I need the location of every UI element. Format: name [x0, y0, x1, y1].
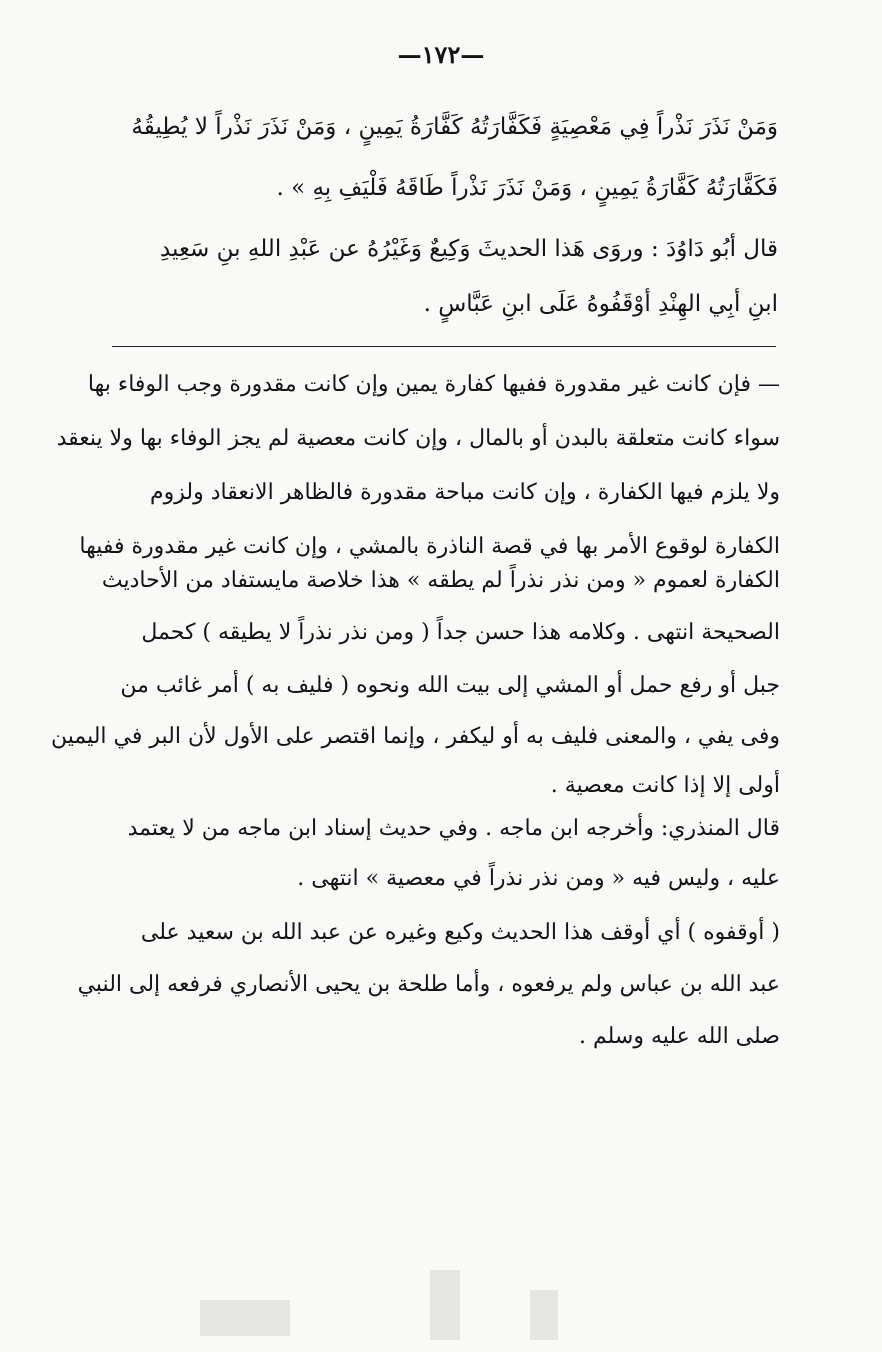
scan-smudge: [530, 1290, 558, 1340]
hadith-line-3: قال أبُو دَاوُدَ : وروَى هَذا الحديثَ وَكِيعٌ وَغَيْرُهُ عن عَبْدِ اللهِ بنِ سَعِيدِ: [159, 236, 778, 262]
hadith-line-2: فَكَفَّارَتُهُ كَفَّارَةُ يَمِينٍ ، وَمَنْ نَذَرَ نَذْراً طَاقَهُ فَلْيَفِ بِهِ » .: [276, 175, 778, 201]
commentary-line-7: جبل أو رفع حمل أو المشي إلى بيت الله ونحوه ( فليف به ) أمر غائب من: [120, 673, 780, 698]
scan-smudge: [200, 1300, 290, 1336]
commentary-line-14: صلى الله عليه وسلم .: [579, 1024, 780, 1049]
commentary-line-12: ( أوقفوه ) أي أوقف هذا الحديث وكيع وغيره عن عبد الله بن سعيد على: [140, 920, 780, 945]
commentary-line-1: — فإن كانت غير مقدورة ففيها كفارة يمين وإن كانت مقدورة وجب الوفاء بها: [87, 372, 780, 397]
commentary-line-6: الصحيحة انتهى . وكلامه هذا حسن جداً ( ومن نذر نذراً لا يطيقه ) كحمل: [141, 620, 780, 645]
commentary-line-9: أولى إلا إذا كانت معصية .: [550, 773, 780, 798]
page-number: —١٧٢—: [397, 40, 485, 69]
scan-smudge: [430, 1270, 460, 1340]
hadith-line-1: وَمَنْ نَذَرَ نَذْراً فِي مَعْصِيَةٍ فَكَفَّارَتُهُ كَفَّارَةُ يَمِينٍ ، وَمَنْ نَذَرَ نَذْراً لا يُطِيقُهُ: [131, 114, 778, 140]
commentary-line-3: ولا يلزم فيها الكفارة ، وإن كانت مباحة مقدورة فالظاهر الانعقاد ولزوم: [149, 480, 780, 505]
commentary-line-10: قال المنذري: وأخرجه ابن ماجه . وفي حديث إسناد ابن ماجه من لا يعتمد: [127, 816, 780, 841]
commentary-line-13: عبد الله بن عباس ولم يرفعوه ، وأما طلحة بن يحيى الأنصاري فرفعه إلى النبي: [77, 972, 780, 997]
commentary-line-2: سواء كانت متعلقة بالبدن أو بالمال ، وإن كانت معصية لم يجز الوفاء بها ولا ينعقد: [56, 426, 780, 451]
footnote-divider: [112, 346, 776, 347]
commentary-line-8: وفى يفي ، والمعنى فليف به أو ليكفر ، وإنما اقتصر على الأول لأن البر في اليمين: [50, 724, 780, 749]
commentary-line-11: عليه ، وليس فيه « ومن نذر نذراً في معصية » انتهى .: [297, 866, 780, 891]
hadith-line-4: ابنِ أبِي الهِنْدِ أوْقَفُوهُ عَلَى ابنِ عَبَّاسٍ .: [423, 291, 778, 317]
commentary-line-4: الكفارة لوقوع الأمر بها في قصة الناذرة بالمشي ، وإن كانت غير مقدورة ففيها: [79, 534, 780, 559]
commentary-line-5: الكفارة لعموم « ومن نذر نذراً لم يطقه » هذا خلاصة مايستفاد من الأحاديث: [101, 568, 780, 593]
